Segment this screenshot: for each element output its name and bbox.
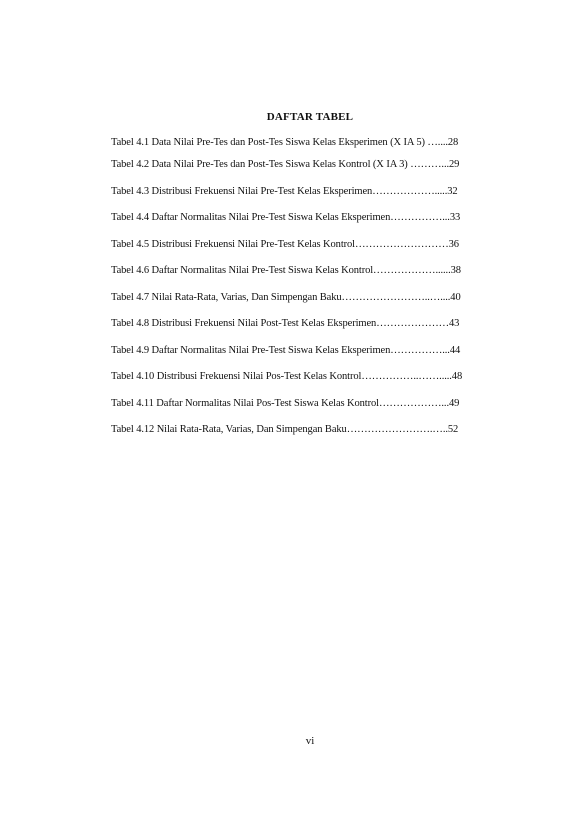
page-number: vi bbox=[305, 735, 315, 747]
table-list-item: Tabel 4.2 Data Nilai Pre-Tes dan Post-Tes Siswa Kelas Kontrol (X IA 3) ………...29 bbox=[111, 159, 460, 170]
table-list-item: Tabel 4.9 Daftar Normalitas Nilai Pre-Test Siswa Kelas Eksperimen……………...44 bbox=[111, 344, 461, 356]
page-title: DAFTAR TABEL bbox=[266, 111, 354, 123]
table-list-item: Tabel 4.10 Distribusi Frekuensi Nilai Pos-Test Kelas Kontrol……………..…….....48 bbox=[111, 371, 463, 382]
table-list-item: Tabel 4.11 Daftar Normalitas Nilai Pos-Test Siswa Kelas Kontrol………………...49 bbox=[111, 397, 460, 409]
table-list-item: Tabel 4.3 Distribusi Frekuensi Nilai Pre-Test Kelas Eksperimen……………….....32 bbox=[111, 185, 458, 197]
table-list-item: Tabel 4.5 Distribusi Frekuensi Nilai Pre-Test Kelas Kontrol………………………36 bbox=[111, 238, 459, 250]
table-list-item: Tabel 4.1 Data Nilai Pre-Tes dan Post-Tes Siswa Kelas Eksperimen (X IA 5) …....28 bbox=[111, 137, 459, 148]
table-list-item: Tabel 4.7 Nilai Rata-Rata, Varias, Dan Simpengan Baku……………………..…....40 bbox=[111, 291, 461, 303]
table-list-item: Tabel 4.6 Daftar Normalitas Nilai Pre-Test Siswa Kelas Kontrol………………......38 bbox=[111, 265, 461, 276]
table-list-item: Tabel 4.8 Distribusi Frekuensi Nilai Post-Test Kelas Eksperimen…………………43 bbox=[111, 318, 460, 329]
table-list bbox=[111, 136, 511, 450]
table-list-item: Tabel 4.12 Nilai Rata-Rata, Varias, Dan Simpengan Baku…………………….…..52 bbox=[111, 424, 459, 435]
table-list-item: Tabel 4.4 Daftar Normalitas Nilai Pre-Test Siswa Kelas Eksperimen……………...33 bbox=[111, 212, 461, 223]
